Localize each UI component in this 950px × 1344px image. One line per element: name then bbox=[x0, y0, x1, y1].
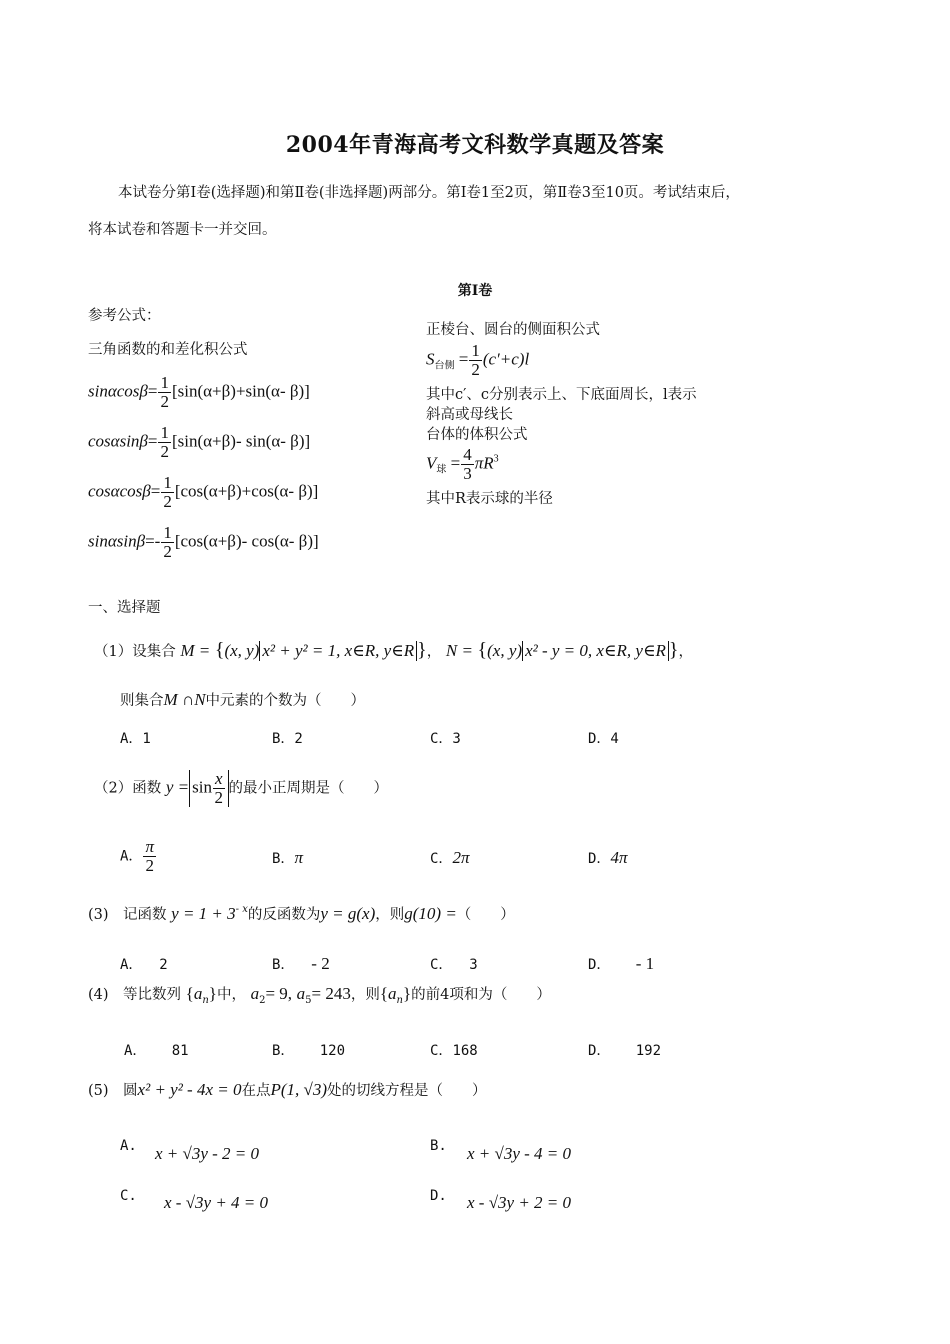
q4-stem: (4) 等比数列 $\{a_n\}$中， $a_2= 9$, $a_5= 243$，则$\{a_n\}$的前4项和为（ ） bbox=[88, 984, 551, 1006]
q5-option-c-letter: C. bbox=[120, 1188, 137, 1204]
lateral-formula: $S_{台侧}$ = $\frac{1}{2}$ (c′+c)l bbox=[426, 341, 530, 379]
q5-option-d: x - √3y + 2 = 0 bbox=[467, 1193, 572, 1212]
q2-option-c: C．2π bbox=[430, 848, 470, 867]
q4-option-c: C．168 bbox=[430, 1043, 478, 1059]
q3-option-c: C． 3 bbox=[430, 957, 478, 973]
page-title: 2004年青海高考文科数学真题及答案 bbox=[285, 132, 665, 158]
q1-option-a: A．1 bbox=[120, 731, 151, 747]
q3-stem: (3) 记函数 $y = 1 + 3^{- x}$的反函数为y = g(x)，则g(10) =（ ） bbox=[88, 904, 515, 923]
q2-stem: （2）函数 y = sin $\frac{x}{2}$ 的最小正周期是（ ） bbox=[94, 769, 389, 807]
q4-option-b: B． 120 bbox=[272, 1043, 346, 1059]
volume-heading: 台体的体积公式 bbox=[426, 427, 528, 443]
q1-line-2: 则集合M ∩N中元素的个数为（ ） bbox=[120, 690, 366, 709]
q1-stem: （1）设集合 M = {(x, y) x² + y² = 1, x∈R, y∈R }， N = {(x, y) x² - y = 0, x∈R, y∈R }， bbox=[94, 639, 694, 661]
trig-formula-4: sinαsinβ=- $\frac{1}{2}$ [cos(α+β)- cos(α- β)] bbox=[88, 523, 319, 561]
q4-option-d: D． 192 bbox=[588, 1043, 662, 1059]
volume-note: 其中R表示球的半径 bbox=[426, 491, 553, 507]
q2-option-b: B．π bbox=[272, 848, 303, 867]
trig-formula-3: cosαcosβ= $\frac{1}{2}$ [cos(α+β)+cos(α- β)] bbox=[88, 473, 319, 511]
q5-option-b-letter: B. bbox=[430, 1138, 447, 1154]
trig-formula-2: cosαsinβ= $\frac{1}{2}$ [sin(α+β)- sin(α- β)] bbox=[88, 423, 311, 461]
q5-option-a: x + √3y - 2 = 0 bbox=[155, 1144, 260, 1163]
trig-heading: 三角函数的和差化积公式 bbox=[88, 342, 248, 358]
q3-option-a: A． 2 bbox=[120, 957, 168, 973]
q5-option-d-letter: D. bbox=[430, 1188, 447, 1204]
q5-option-b: x + √3y - 4 = 0 bbox=[467, 1144, 572, 1163]
q4-option-a: A． 81 bbox=[124, 1043, 189, 1059]
q3-option-b: B． - 2 bbox=[272, 954, 330, 973]
q5-option-c: x - √3y + 4 = 0 bbox=[164, 1193, 269, 1212]
volume-formula: $V_球$ = $\frac{4}{3}$ $\pi R^3$ bbox=[426, 445, 499, 483]
intro-line-2: 将本试卷和答题卡一并交回。 bbox=[88, 222, 277, 238]
lateral-heading: 正棱台、圆台的侧面积公式 bbox=[426, 322, 600, 338]
q3-option-d: D． - 1 bbox=[588, 954, 655, 973]
q2-option-d: D．4π bbox=[588, 848, 628, 867]
q1-option-c: C．3 bbox=[430, 731, 461, 747]
part-heading: 一、选择题 bbox=[88, 600, 161, 616]
lateral-note-2: 斜高或母线长 bbox=[426, 407, 513, 423]
q5-stem: (5) 圆x² + y² - 4x = 0在点P(1, √3)处的切线方程是（ ） bbox=[88, 1080, 487, 1099]
q1-option-b: B．2 bbox=[272, 731, 303, 747]
formula-heading: 参考公式： bbox=[88, 308, 161, 324]
intro-line-1: 本试卷分第Ⅰ卷(选择题)和第Ⅱ卷(非选择题)两部分。第Ⅰ卷1至2页，第Ⅱ卷3至10页。考试结束后， bbox=[118, 185, 740, 201]
section-header: 第Ⅰ卷 bbox=[457, 283, 493, 299]
q5-option-a-letter: A. bbox=[120, 1138, 137, 1154]
q1-option-d: D．4 bbox=[588, 731, 619, 747]
q2-option-a: A． $\frac{\pi}{2}$ bbox=[120, 837, 154, 875]
trig-formula-1: sinαcosβ= $\frac{1}{2}$ [sin(α+β)+sin(α- β)] bbox=[88, 373, 310, 411]
lateral-note-1: 其中c′、c分别表示上、下底面周长，l表示 bbox=[426, 387, 697, 403]
